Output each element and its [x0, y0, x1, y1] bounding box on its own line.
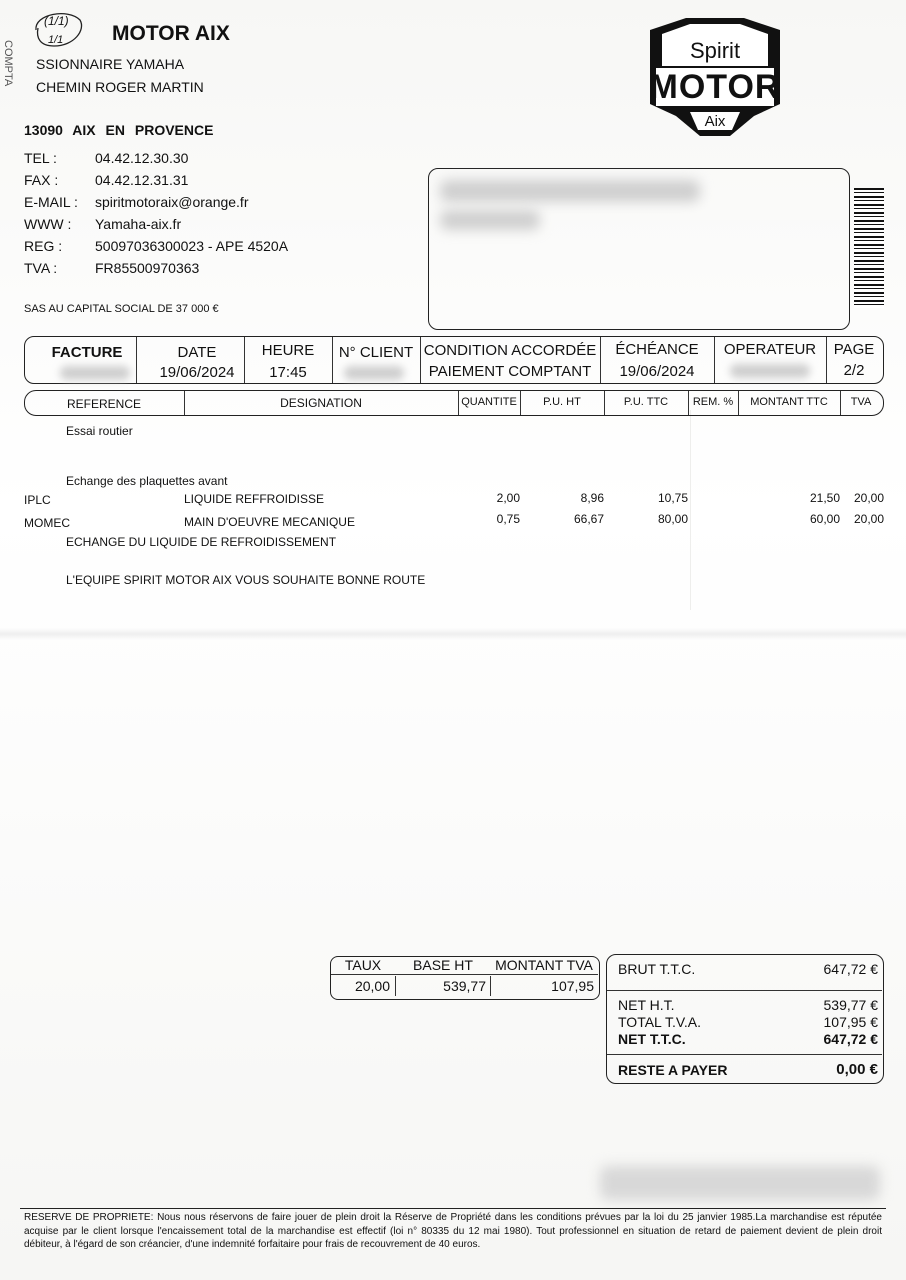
footer-rule — [20, 1208, 886, 1209]
col-pu-ht: P.U. HT — [543, 396, 581, 408]
line-tva: 20,00 — [853, 512, 884, 526]
footer-legal — [24, 1211, 882, 1252]
company-subtitle: SSIONNAIRE YAMAHA — [36, 56, 185, 72]
line-montant: 60,00 — [809, 512, 840, 526]
col-pu-ttc: P.U. TTC — [623, 396, 669, 408]
line-designation: MAIN D'OEUVRE MECANIQUE — [184, 515, 355, 529]
fax-value: 04.42.12.31.31 — [95, 172, 189, 188]
net-ht-value: 539,77 € — [823, 997, 878, 1013]
vat-taux-label: TAUX — [344, 957, 382, 973]
heure-value: 17:45 — [269, 364, 307, 381]
operateur-label: OPERATEUR — [723, 341, 817, 358]
company-city: 13090 AIX EN PROVENCE — [24, 122, 214, 138]
logo-bottom: Aix — [704, 113, 726, 130]
line-pu-ht: 66,67 — [573, 512, 604, 526]
client-name-blurred — [440, 180, 700, 202]
col-montant-ttc: MONTANT TTC — [750, 396, 828, 408]
col-designation: DESIGNATION — [280, 396, 362, 410]
line-ref: MOMEC — [24, 516, 70, 530]
facture-label: FACTURE — [51, 344, 123, 361]
date-value: 19/06/2024 — [159, 364, 235, 381]
vat-montant-label: MONTANT TVA — [495, 957, 593, 973]
line-qty: 2,00 — [496, 491, 520, 505]
brut-value: 647,72 € — [823, 961, 878, 977]
net-ttc-value: 647,72 € — [823, 1031, 878, 1047]
totals-divider — [607, 1054, 882, 1055]
company-address: CHEMIN ROGER MARTIN — [36, 79, 204, 95]
net-ht-label: NET H.T. — [618, 997, 675, 1013]
col-reference: REFERENCE — [66, 397, 141, 411]
line-pu-ht: 8,96 — [580, 491, 604, 505]
page-label: PAGE — [833, 341, 875, 358]
facture-number-blurred — [60, 366, 130, 380]
reste-value: 0,00 € — [836, 1061, 878, 1078]
line-montant: 21,50 — [809, 491, 840, 505]
fax-label: FAX : — [24, 172, 59, 188]
note-echange-liquide: ECHANGE DU LIQUIDE DE REFROIDISSEMENT — [66, 535, 337, 549]
email-value: spiritmotoraix@orange.fr — [95, 194, 249, 210]
www-value: Yamaha-aix.fr — [95, 216, 182, 232]
line-tva: 20,00 — [853, 491, 884, 505]
reste-label: RESTE A PAYER — [618, 1062, 728, 1078]
note-message: L'EQUIPE SPIRIT MOTOR AIX VOUS SOUHAITE BONNE ROUTE — [66, 573, 426, 587]
tva-label: TVA : — [24, 260, 58, 276]
client-number-blurred — [344, 366, 404, 380]
date-label: DATE — [177, 344, 217, 361]
tel-label: TEL : — [24, 150, 57, 166]
stamp-line2: 1/1 — [48, 34, 64, 46]
logo-main: MOTOR — [649, 68, 781, 106]
side-text: COMPTA — [2, 40, 14, 87]
vat-montant: 107,95 — [551, 978, 594, 994]
barcode — [854, 188, 884, 308]
company-name: MOTOR AIX — [112, 22, 230, 45]
condition-value: PAIEMENT COMPTANT — [428, 363, 592, 380]
vat-base: 539,77 — [443, 978, 486, 994]
vat-taux: 20,00 — [354, 978, 390, 994]
page-value: 2/2 — [843, 362, 865, 379]
line-designation: LIQUIDE REFFROIDISSE — [184, 492, 325, 506]
total-tva-label: TOTAL T.V.A. — [618, 1014, 702, 1030]
stamp-line1: (1/1) — [44, 14, 69, 28]
tel-value: 04.42.12.30.30 — [95, 150, 189, 166]
footer-text: Nous nous réservons de faire jouer de plein droit la Réserve de Propriété dans les conditions prévues par la loi du 25 janvier 1985.La marchandise est réputée acquise par le client lorsque l'encaissement total de la marchandise est effectif (loi n° 80335 du 12 mai 1980). Tout professionnel en situation de retard de paiement devient de plein droit débiteur, à l'égard de son créancier, d'une indemnité forfaitaire pour frais de recouvrement de 40 euros. — [24, 1212, 882, 1250]
www-label: WWW : — [24, 216, 72, 232]
condition-label: CONDITION ACCORDÉE — [423, 342, 597, 359]
brut-label: BRUT T.T.C. — [618, 961, 696, 977]
vat-box-divider — [331, 974, 598, 975]
note-essai: Essai routier — [66, 424, 133, 438]
heure-label: HEURE — [261, 342, 315, 359]
echeance-label: ÉCHÉANCE — [615, 341, 699, 358]
vat-base-label: BASE HT — [413, 957, 473, 973]
reg-value: 50097036300023 - APE 4520A — [95, 238, 289, 254]
capital-text: SAS AU CAPITAL SOCIAL DE 37 000 € — [24, 303, 219, 315]
email-label: E-MAIL : — [24, 194, 78, 210]
reg-label: REG : — [24, 238, 63, 254]
col-rem: REM. % — [692, 396, 734, 408]
totals-divider — [607, 990, 882, 991]
col-quantite: QUANTITE — [461, 396, 517, 408]
tva-value: FR85500970363 — [95, 260, 200, 276]
col-tva: TVA — [850, 396, 872, 408]
line-ref: IPLC — [24, 493, 51, 507]
note-echange: Echange des plaquettes avant — [66, 474, 228, 488]
signature-blurred — [600, 1166, 880, 1200]
net-ttc-label: NET T.T.C. — [618, 1031, 686, 1047]
footer-title: RESERVE DE PROPRIETE: — [24, 1212, 154, 1223]
logo-top: Spirit — [689, 38, 741, 63]
line-qty: 0,75 — [496, 512, 520, 526]
echeance-value: 19/06/2024 — [619, 363, 695, 380]
line-pu-ttc: 10,75 — [657, 491, 688, 505]
operateur-blurred — [730, 364, 810, 378]
total-tva-value: 107,95 € — [823, 1014, 878, 1030]
client-address-blurred — [440, 210, 540, 230]
client-label: N° CLIENT — [338, 344, 414, 361]
line-pu-ttc: 80,00 — [657, 512, 688, 526]
paper-fold — [0, 628, 906, 640]
show-through — [690, 410, 891, 610]
